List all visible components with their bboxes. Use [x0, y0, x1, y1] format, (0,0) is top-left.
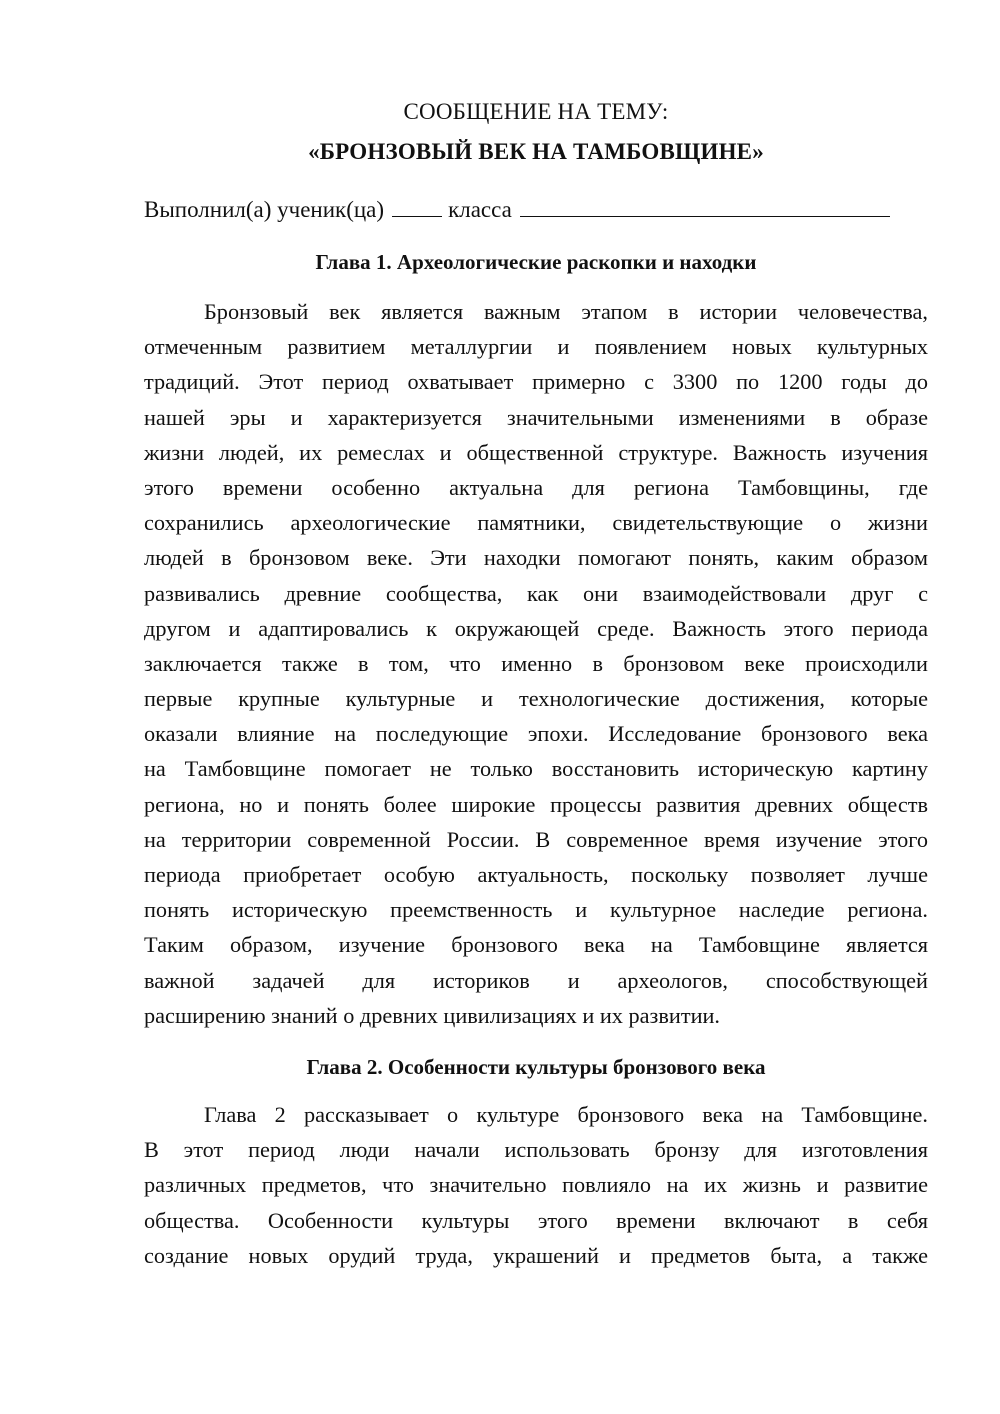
class-label: класса — [448, 197, 512, 222]
chapter-2-heading: Глава 2. Особенности культуры бронзового века — [306, 1054, 766, 1079]
paragraph-line: различных предметов, что значительно повлияло на их жизнь и развитие — [144, 1172, 928, 1198]
paragraph-line: периода приобретает особую актуальность, поскольку позволяет лучше — [144, 862, 928, 887]
paragraph-line: жизни людей, их ремеслах и общественной структуре. Важность изучения — [144, 439, 928, 465]
paragraph-line: региона, но и понять более широкие процессы развития древних обществ — [144, 791, 928, 817]
paragraph-line: людей в бронзовом веке. Эти находки помогают понять, каким образом — [144, 545, 928, 571]
paragraph-line: заключается также в том, что именно в бронзовом веке происходили — [144, 650, 928, 676]
paragraph-line: расширению знаний о древних цивилизациях и их развитии. — [144, 1002, 721, 1028]
paragraph-line: на Тамбовщине помогает не только восстановить историческую картину — [144, 756, 928, 782]
paragraph-line: Таким образом, изучение бронзового века на Тамбовщине является — [144, 932, 928, 958]
author-line — [144, 192, 928, 228]
paragraph-line: на территории современной России. В современное время изучение этого — [144, 826, 928, 852]
paragraph-line: другом и адаптировались к окружающей среде. Важность этого периода — [144, 615, 928, 641]
paragraph-line: общества. Особенности культуры этого времени включают в себя — [144, 1207, 928, 1233]
paragraph-line: понять историческую преемственность и культурное наследие региона. — [144, 897, 928, 923]
grade-blank — [392, 194, 442, 217]
paragraph-line: нашей эры и характеризуется значительными изменениями в образе — [144, 404, 928, 430]
paragraph-line: развивались древние сообщества, как они взаимодействовали друг с — [144, 580, 928, 606]
paragraph-line: оказали влияние на последующие эпохи. Исследование бронзового века — [144, 721, 928, 747]
chapter-1-paragraph — [144, 294, 928, 1033]
paragraph-line: сохранились археологические памятники, свидетельствующие о жизни — [144, 510, 928, 536]
document-title: СООБЩЕНИЕ НА ТЕМУ: — [403, 99, 669, 124]
paragraph-line: Бронзовый век является важным этапом в истории человечества, — [204, 299, 928, 324]
name-blank — [520, 194, 890, 217]
paragraph-line: традиций. Этот период охватывает примерно с 3300 по 1200 годы до — [144, 369, 928, 395]
document-page — [144, 88, 928, 1273]
paragraph-line: Глава 2 рассказывает о культуре бронзового века на Тамбовщине. — [204, 1101, 928, 1127]
paragraph-line: отмеченным развитием металлургии и появлением новых культурных — [144, 334, 928, 360]
chapter-1-heading: Глава 1. Археологические раскопки и находки — [315, 250, 757, 274]
paragraph-line: важной задачей для историков и археологов, способствующей — [144, 967, 928, 993]
paragraph-line: создание новых орудий труда, украшений и предметов быта, а также — [144, 1242, 928, 1268]
done-by-label: Выполнил(а) ученик(ца) — [144, 197, 385, 222]
paragraph-line: первые крупные культурные и технологические достижения, которые — [144, 686, 928, 712]
paragraph-line: этого времени особенно актуальна для региона Тамбовщины, где — [144, 474, 928, 500]
document-topic: «БРОНЗОВЫЙ ВЕК НА ТАМБОВЩИНЕ» — [308, 139, 764, 164]
chapter-2-paragraph — [144, 1097, 928, 1273]
paragraph-line: В этот период люди начали использовать бронзу для изготовления — [144, 1137, 928, 1163]
